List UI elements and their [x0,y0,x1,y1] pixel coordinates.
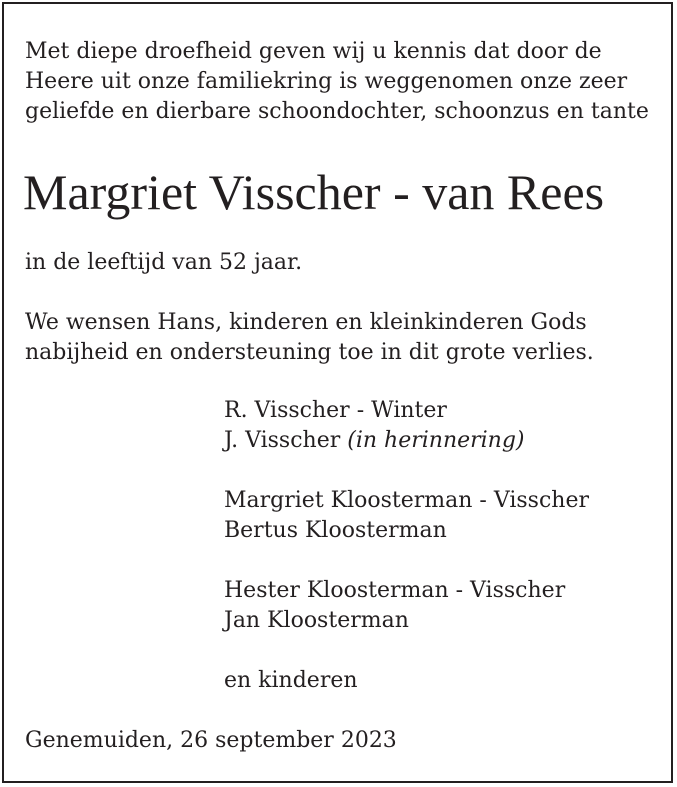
intro-line: Heere uit onze familiekring is weggenomen onze zeer [25,69,628,94]
deceased-name: Margriet Visscher - van Rees [23,164,605,220]
signer-line: Margriet Kloosterman - Visscher [224,488,589,513]
wish-line: We wensen Hans, kinderen en kleinkinderen Gods [25,310,587,335]
wish-line: nabijheid en ondersteuning toe in dit grote verlies. [25,340,594,365]
intro-paragraph [25,37,665,127]
signer-note: (in herinnering) [347,428,525,453]
signer-line [224,426,589,456]
signer-line: R. Visscher - Winter [224,398,447,423]
signer-name: J. Visscher [224,428,341,453]
signers-block [224,396,589,726]
wish-paragraph [25,308,594,368]
place-date: Genemuiden, 26 september 2023 [25,728,397,753]
signer-line: Bertus Kloosterman [224,518,447,543]
signer-line: en kinderen [224,668,358,693]
signer-group [224,666,589,696]
intro-line: Met diepe droefheid geven wij u kennis dat door de [25,39,602,64]
signer-line: Jan Kloosterman [224,608,409,633]
signer-group [224,486,589,546]
signer-line: Hester Kloosterman - Visscher [224,578,566,603]
signer-group [224,396,589,456]
age-line: in de leeftijd van 52 jaar. [25,250,303,275]
intro-line: geliefde en dierbare schoondochter, schoonzus en tante [25,99,649,124]
signer-group [224,576,589,636]
